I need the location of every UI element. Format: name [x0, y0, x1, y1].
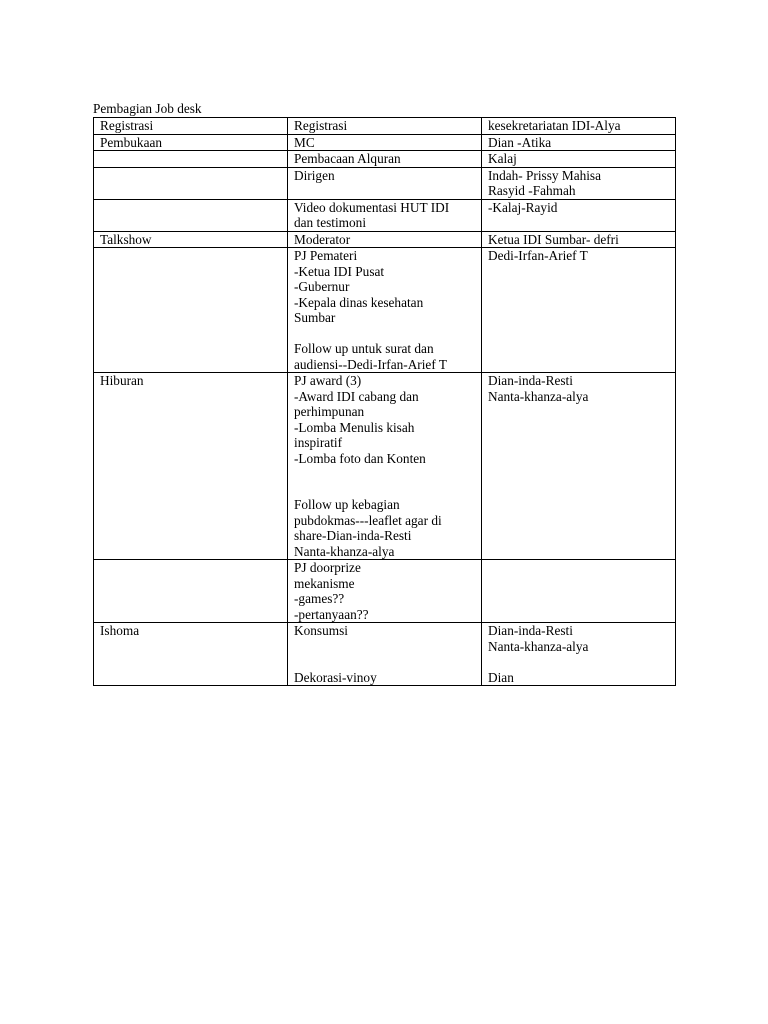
task-cell: Pembacaan Alquran — [288, 151, 482, 168]
table-row — [94, 373, 676, 560]
section-cell — [94, 151, 288, 168]
assignee-cell: Dian-inda-Resti Nanta-khanza-alya Dian — [482, 623, 676, 686]
section-cell: Ishoma — [94, 623, 288, 686]
assignee-cell: kesekretariatan IDI-Alya — [482, 118, 676, 135]
section-cell — [94, 248, 288, 373]
section-cell: Talkshow — [94, 231, 288, 248]
section-cell: Hiburan — [94, 373, 288, 560]
section-cell — [94, 167, 288, 199]
task-cell: PJ doorprize mekanisme -games?? -pertanyaan?? — [288, 560, 482, 623]
task-cell: PJ award (3) -Award IDI cabang dan perhimpunan -Lomba Menulis kisah inspiratif -Lomba foto dan Konten Follow up kebagian pubdokmas---leaflet agar di share-Dian-inda-Resti Nanta-khanza-alya — [288, 373, 482, 560]
task-cell: PJ Pemateri -Ketua IDI Pusat -Gubernur -Kepala dinas kesehatan Sumbar Follow up untuk surat dan audiensi--Dedi-Irfan-Arief T — [288, 248, 482, 373]
assignee-cell: Dian-inda-Resti Nanta-khanza-alya — [482, 373, 676, 560]
task-cell: Dirigen — [288, 167, 482, 199]
job-desk-table — [93, 117, 676, 686]
assignee-cell: Kalaj — [482, 151, 676, 168]
task-cell: Video dokumentasi HUT IDI dan testimoni — [288, 199, 482, 231]
table-row — [94, 167, 676, 199]
section-cell: Pembukaan — [94, 134, 288, 151]
table-row — [94, 199, 676, 231]
table-row — [94, 151, 676, 168]
table-row — [94, 560, 676, 623]
assignee-cell: Ketua IDI Sumbar- defri — [482, 231, 676, 248]
task-cell: MC — [288, 134, 482, 151]
section-cell: Registrasi — [94, 118, 288, 135]
assignee-cell — [482, 560, 676, 623]
assignee-cell: Indah- Prissy Mahisa Rasyid -Fahmah — [482, 167, 676, 199]
task-cell: Registrasi — [288, 118, 482, 135]
section-cell — [94, 560, 288, 623]
table-row — [94, 231, 676, 248]
assignee-cell: Dedi-Irfan-Arief T — [482, 248, 676, 373]
task-cell: Moderator — [288, 231, 482, 248]
table-row — [94, 248, 676, 373]
table-row — [94, 623, 676, 686]
assignee-cell: -Kalaj-Rayid — [482, 199, 676, 231]
assignee-cell: Dian -Atika — [482, 134, 676, 151]
table-row — [94, 118, 676, 135]
document-title: Pembagian Job desk — [93, 101, 202, 116]
section-cell — [94, 199, 288, 231]
table-row — [94, 134, 676, 151]
task-cell: Konsumsi Dekorasi-vinoy — [288, 623, 482, 686]
